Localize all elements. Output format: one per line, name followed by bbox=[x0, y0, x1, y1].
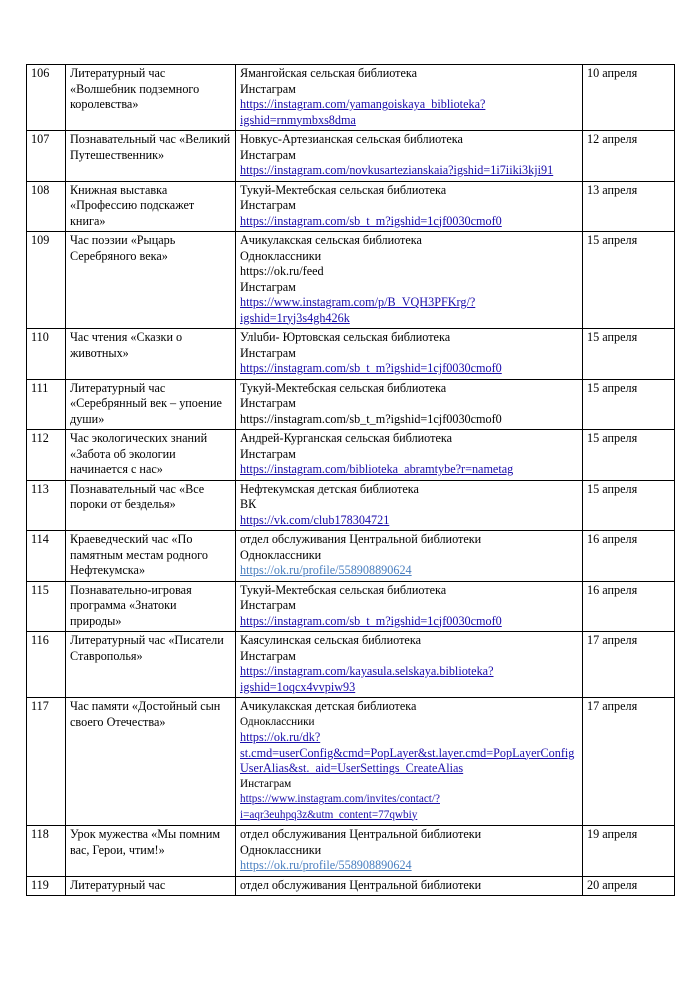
platform-name: Инстаграм bbox=[240, 147, 296, 162]
venue-cell bbox=[236, 430, 583, 481]
table-row bbox=[27, 430, 675, 481]
library-name: Андрей-Курганская сельская библиотека bbox=[240, 431, 452, 445]
venue-cell bbox=[236, 181, 583, 232]
venue-cell bbox=[236, 632, 583, 698]
platform-name: Инстаграм bbox=[240, 198, 296, 212]
table-row bbox=[27, 826, 675, 877]
event-date: 12 апреля bbox=[583, 131, 675, 182]
event-title: Литературный час «Писатели Ставрополья» bbox=[66, 632, 236, 698]
platform-name: Инстаграм bbox=[240, 345, 296, 360]
platform-name: Инстаграм bbox=[240, 279, 296, 294]
platform-url-text: https://ok.ru/feed bbox=[240, 264, 324, 278]
library-name: Тукуй-Мектебская сельская библиотека bbox=[240, 182, 447, 197]
row-number: 112 bbox=[27, 430, 66, 481]
table-row bbox=[27, 181, 675, 232]
event-title: Час чтения «Сказки о животных» bbox=[66, 329, 236, 380]
event-title: Час экологических знаний «Забота об экологии начинается с нас» bbox=[66, 430, 236, 481]
row-number: 113 bbox=[27, 480, 66, 531]
row-number: 111 bbox=[27, 379, 66, 430]
table-row bbox=[27, 531, 675, 582]
event-date: 16 апреля bbox=[583, 531, 675, 582]
event-title: Познавательный час «Великий Путешественник» bbox=[66, 131, 236, 182]
library-name: отдел обслуживания Центральной библиотеки bbox=[240, 877, 482, 892]
event-date: 10 апреля bbox=[583, 65, 675, 131]
venue-cell bbox=[236, 232, 583, 329]
platform-link[interactable]: https://ok.ru/dk?st.cmd=userConfig&cmd=PopLayer&st.layer.cmd=PopLayerConfigUserAlias&st._aid=UserSettings_CreateAlias bbox=[240, 730, 575, 775]
table-row bbox=[27, 480, 675, 531]
platform-link[interactable]: https://ok.ru/profile/558908890624 bbox=[240, 858, 412, 872]
event-title: Книжная выставка «Профессию подскажет книга» bbox=[66, 181, 236, 232]
event-date: 17 апреля bbox=[583, 698, 675, 826]
event-date: 16 апреля bbox=[583, 581, 675, 632]
row-number: 116 bbox=[27, 632, 66, 698]
library-name: Тукуй-Мектебская сельская библиотека bbox=[240, 582, 447, 597]
table-row bbox=[27, 379, 675, 430]
venue-cell bbox=[236, 826, 583, 877]
platform-link[interactable]: https://instagram.com/yamangoiskaya_biblioteka?igshid=rnmymbxs8dma bbox=[240, 97, 486, 127]
row-number: 110 bbox=[27, 329, 66, 380]
venue-cell bbox=[236, 480, 583, 531]
venue-cell bbox=[236, 131, 583, 182]
platform-name: Инстаграм bbox=[240, 396, 296, 410]
event-title: Час поэзии «Рыцарь Серебряного века» bbox=[66, 232, 236, 329]
row-number: 118 bbox=[27, 826, 66, 877]
platform-name: Одноклассники bbox=[240, 842, 322, 857]
event-title: Час памяти «Достойный сын своего Отечества» bbox=[66, 698, 236, 826]
venue-cell bbox=[236, 581, 583, 632]
row-number: 119 bbox=[27, 876, 66, 896]
venue-cell bbox=[236, 379, 583, 430]
table-row bbox=[27, 698, 675, 826]
event-date: 15 апреля bbox=[583, 329, 675, 380]
venue-cell bbox=[236, 876, 583, 896]
platform-link[interactable]: https://www.instagram.com/p/B_VQH3PFKrg/?igshid=1ryj3s4gh426k bbox=[240, 295, 476, 325]
platform-link[interactable]: https://vk.com/club178304721 bbox=[240, 512, 390, 527]
event-date: 15 апреля bbox=[583, 232, 675, 329]
platform-name: Инстаграм bbox=[240, 81, 296, 96]
library-name: Ямангойская сельская библиотека bbox=[240, 66, 418, 80]
event-date: 17 апреля bbox=[583, 632, 675, 698]
event-title: Познавательно-игровая программа «Знатоки природы» bbox=[66, 581, 236, 632]
venue-cell bbox=[236, 698, 583, 826]
library-name: Нефтекумская детская библиотека bbox=[240, 481, 419, 496]
table-row bbox=[27, 65, 675, 131]
row-number: 117 bbox=[27, 698, 66, 826]
table-row bbox=[27, 876, 675, 896]
platform-link[interactable]: https://instagram.com/sb_t_m?igshid=1cjf0030cmof0 bbox=[240, 613, 502, 628]
library-name: Новкус-Артезианская сельская библиотека bbox=[240, 132, 463, 146]
venue-cell bbox=[236, 329, 583, 380]
event-date: 15 апреля bbox=[583, 430, 675, 481]
platform-link[interactable]: https://www.instagram.com/invites/contact/?i=aqr3euhpq3z&utm_content=77qwbiy bbox=[240, 793, 440, 821]
event-title: Краеведческий час «По памятным местам родного Нефтекумска» bbox=[66, 531, 236, 582]
event-date: 13 апреля bbox=[583, 181, 675, 232]
row-number: 109 bbox=[27, 232, 66, 329]
platform-name: Одноклассники bbox=[240, 715, 315, 728]
platform-link[interactable]: https://instagram.com/sb_t_m?igshid=1cjf0030cmof0 bbox=[240, 361, 502, 375]
venue-cell bbox=[236, 531, 583, 582]
venue-cell bbox=[236, 65, 583, 131]
platform-name: Одноклассники bbox=[240, 248, 322, 263]
event-date: 15 апреля bbox=[583, 480, 675, 531]
library-name: Ачикулакская сельская библиотека bbox=[240, 233, 422, 247]
platform-link[interactable]: https://ok.ru/profile/558908890624 bbox=[240, 563, 412, 577]
platform-name: Инстаграм bbox=[240, 777, 292, 790]
event-title: Познавательный час «Все пороки от безделья» bbox=[66, 480, 236, 531]
platform-url-text: https://instagram.com/sb_t_m?igshid=1cjf0030cmof0 bbox=[240, 411, 502, 426]
platform-name: Инстаграм bbox=[240, 598, 296, 612]
library-name: отдел обслуживания Центральной библиотеки bbox=[240, 827, 482, 841]
library-name: Каясулинская сельская библиотека bbox=[240, 633, 421, 647]
event-date: 15 апреля bbox=[583, 379, 675, 430]
table-row bbox=[27, 131, 675, 182]
library-name: Тукуй-Мектебская сельская библиотека bbox=[240, 380, 447, 395]
row-number: 114 bbox=[27, 531, 66, 582]
platform-name: Инстаграм bbox=[240, 446, 296, 461]
table-row bbox=[27, 632, 675, 698]
row-number: 107 bbox=[27, 131, 66, 182]
row-number: 106 bbox=[27, 65, 66, 131]
table-row bbox=[27, 581, 675, 632]
platform-link[interactable]: https://instagram.com/sb_t_m?igshid=1cjf0030cmof0 bbox=[240, 213, 502, 228]
table-row bbox=[27, 232, 675, 329]
platform-name: ВК bbox=[240, 497, 257, 511]
event-title: Литературный час «Серебрянный век – упоение души» bbox=[66, 379, 236, 430]
platform-name: Одноклассники bbox=[240, 547, 322, 562]
event-title: Литературный час bbox=[66, 876, 236, 896]
event-date: 20 апреля bbox=[583, 876, 675, 896]
event-date: 19 апреля bbox=[583, 826, 675, 877]
row-number: 115 bbox=[27, 581, 66, 632]
platform-link[interactable]: https://instagram.com/biblioteka_abramtybe?r=nametag bbox=[240, 462, 514, 476]
platform-name: Инстаграм bbox=[240, 648, 296, 663]
events-table bbox=[26, 64, 675, 896]
platform-link[interactable]: https://instagram.com/novkusartezianskaia?igshid=1i7iiki3kji91 bbox=[240, 163, 554, 177]
library-name: Улluби- Юртовская сельская библиотека bbox=[240, 330, 451, 344]
platform-link[interactable]: https://instagram.com/kayasula.selskaya.biblioteka?igshid=1oqcx4vvpiw93 bbox=[240, 664, 494, 694]
library-name: Ачикулакская детская библиотека bbox=[240, 699, 417, 713]
row-number: 108 bbox=[27, 181, 66, 232]
library-name: отдел обслуживания Центральной библиотеки bbox=[240, 532, 482, 546]
table-row bbox=[27, 329, 675, 380]
event-title: Литературный час «Волшебник подземного королевства» bbox=[66, 65, 236, 131]
event-title: Урок мужества «Мы помним вас, Герои, чтим!» bbox=[66, 826, 236, 877]
